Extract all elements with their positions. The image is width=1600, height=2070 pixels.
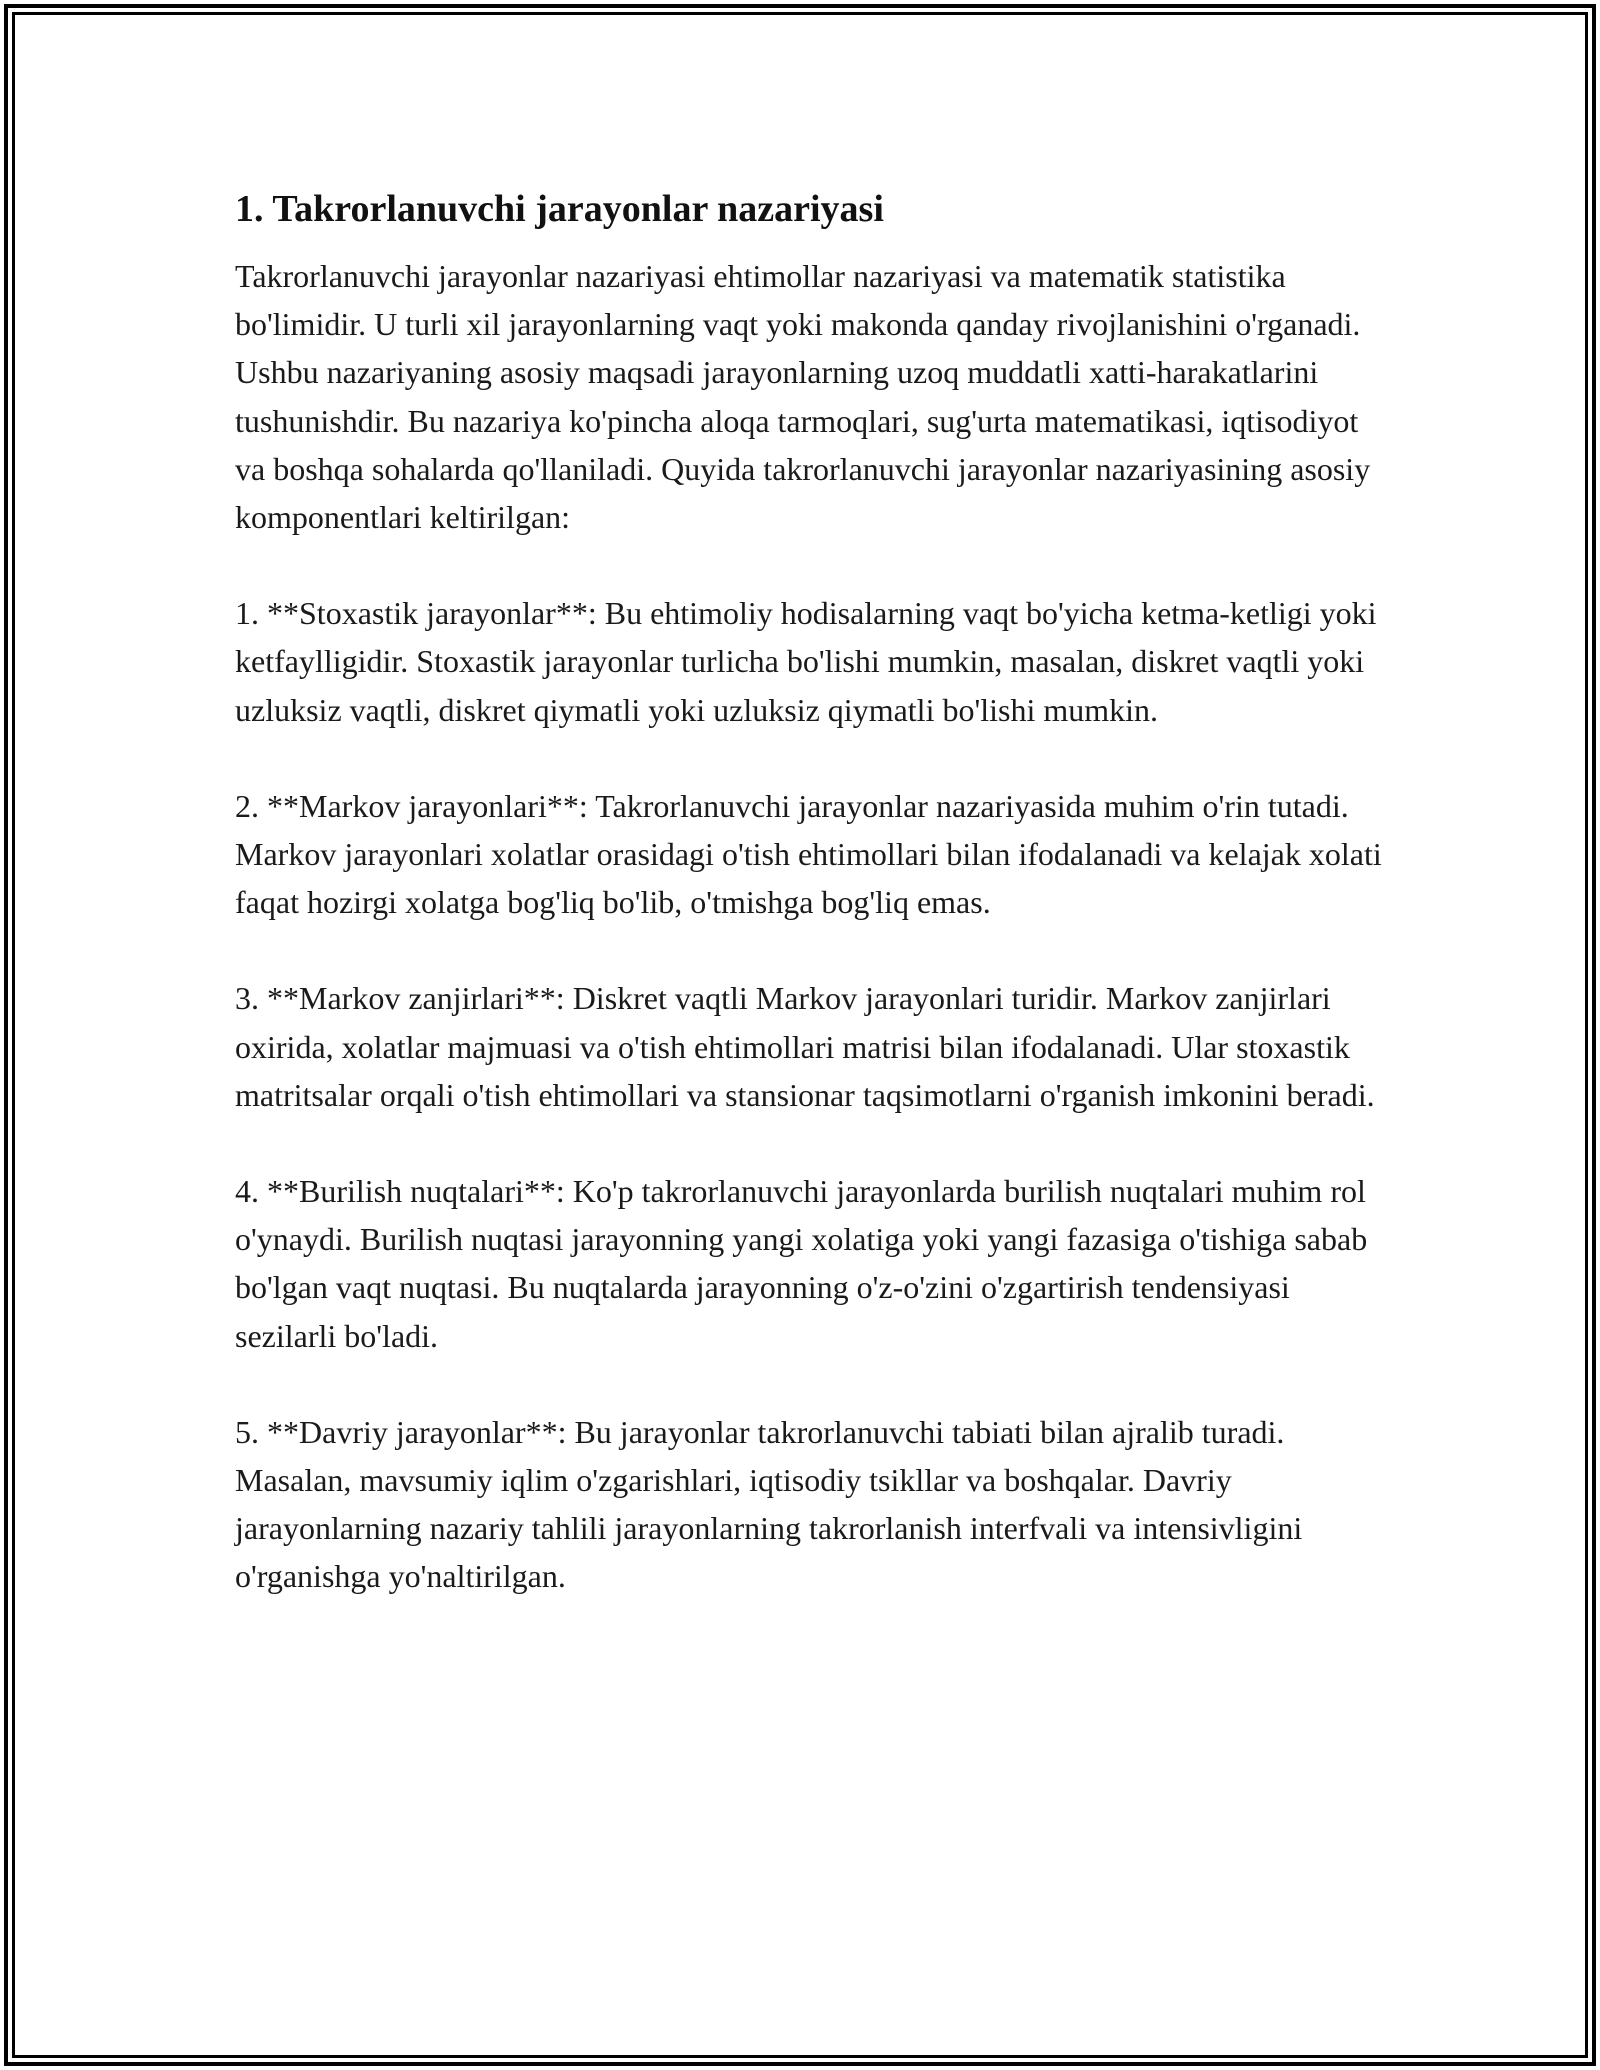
- list-item-periodic-processes: 5. **Davriy jarayonlar**: Bu jarayonlar takrorlanuvchi tabiati bilan ajralib turadi. Masalan, mavsumiy iqlim o'zgarishlari, iqtisodiy tsikllar va boshqalar. Davriy jarayonlarning nazariy tahlili jarayonlarning takrorlanish interfvali va intensivligini o'rganishga yo'naltirilgan.: [235, 1413, 1303, 1595]
- list-item-turning-points: 4. **Burilish nuqtalari**: Ko'p takrorlanuvchi jarayonlarda burilish nuqtalari muhim rol o'ynaydi. Burilish nuqtasi jarayonning yangi xolatiga yoki yangi fazasiga o'tishiga sabab bo'lgan vaqt nuqtasi. Bu nuqtalarda jarayonning o'z-o'zini o'zgartirish tendensiyasi sezilarli bo'ladi.: [235, 1173, 1368, 1354]
- intro-paragraph: Takrorlanuvchi jarayonlar nazariyasi ehtimollar nazariyasi va matematik statistika bo'limidir. U turli xil jarayonlarning vaqt yoki makonda qanday rivojlanishini o'rganadi. Ushbu nazariyaning asosiy maqsadi jarayonlarning uzoq muddatli xatti-harakatlarini tushunishdir. Bu nazariya ko'pincha aloqa tarmoqlari, sug'urta matematikasi, iqtisodiyot va boshqa sohalarda qo'llaniladi. Quyida takrorlanuvchi jarayonlar nazariyasining asosiy komponentlari keltirilgan:: [235, 258, 1371, 536]
- list-item-markov-processes: 2. **Markov jarayonlari**: Takrorlanuvchi jarayonlar nazariyasida muhim o'rin tutadi. Markov jarayonlari xolatlar orasidagi o'tish ehtimollari bilan ifodalanadi va kelajak xolati faqat hozirgi xolatga bog'liq bo'lib, o'tmishga bog'liq emas.: [235, 787, 1382, 921]
- section-heading: 1. Takrorlanuvchi jarayonlar nazariyasi: [235, 188, 884, 230]
- document-body: [235, 186, 1395, 1649]
- list-item-markov-chains: 3. **Markov zanjirlari**: Diskret vaqtli Markov jarayonlari turidir. Markov zanjirlari oxirida, xolatlar majmuasi va o'tish ehtimollari matrisi bilan ifodalanadi. Ular stoxastik matritsalar orqali o'tish ehtimollari va stansionar taqsimotlarni o'rganish imkonini beradi.: [235, 980, 1375, 1113]
- list-item-stochastic-processes: 1. **Stoxastik jarayonlar**: Bu ehtimoliy hodisalarning vaqt bo'yicha ketma-ketligi yoki ketfaylligidir. Stoxastik jarayonlar turlicha bo'lishi mumkin, masalan, diskret vaqtli yoki uzluksiz vaqtli, diskret qiymatli yoki uzluksiz qiymatli bo'lishi mumkin.: [235, 595, 1377, 728]
